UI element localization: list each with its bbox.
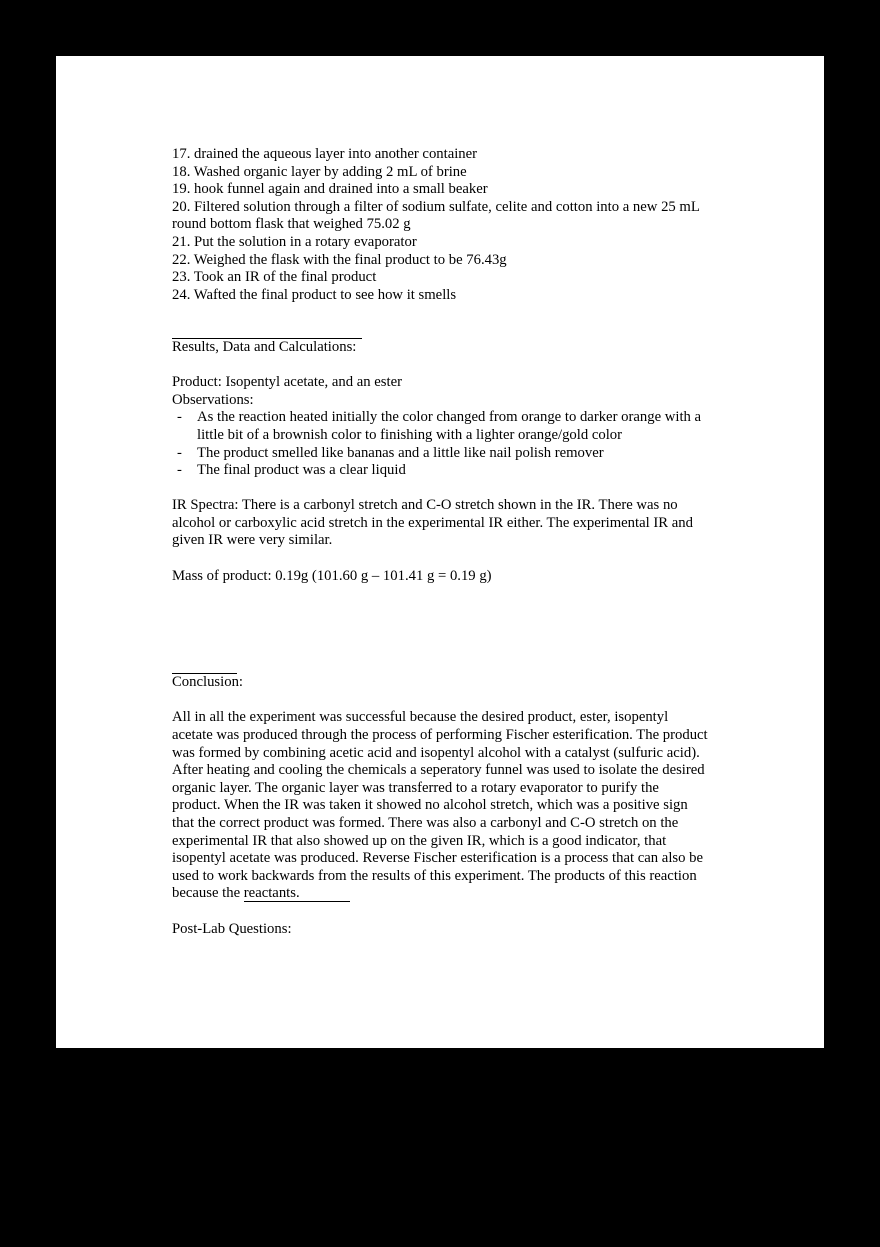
document-content <box>172 146 708 938</box>
bullet-marker: - <box>177 462 182 479</box>
observations-heading: Observations: <box>172 391 254 408</box>
section-divider-line <box>172 322 362 339</box>
conclusion-body-text: All in all the experiment was successful because the desired product, ester, isopentyl acetate was produced through the process of performing Fischer esterification. The product was formed by combining acetic acid and isopentyl alcohol with a catalyst (sulfuric acid). After heating and cooling the chemicals a seperatory funnel was used to isolate the desired organic layer. The organic layer was transferred to a rotary evaporator to purify the product. When the IR was taken it showed no alcohol stretch, which was a positive sign that the correct product was formed. There was also a carbonyl and C-O stretch on the experimental IR that also showed up on the given IR, which is a good indicator, that isopentyl acetate was produced. Reverse Fischer esterification is a process that can also be used to work backwards from the results of this experiment. The products of this reaction because the <box>172 709 708 902</box>
ir-spectra-paragraph: IR Spectra: There is a carbonyl stretch and C-O stretch shown in the IR. There was no alcohol or carboxylic acid stretch in the experimental IR either. The experimental IR and given IR were very similar. <box>172 497 693 549</box>
procedure-step: 23. Took an IR of the final product <box>172 269 377 286</box>
procedure-step: 17. drained the aqueous layer into another container <box>172 146 478 162</box>
procedure-step: 21. Put the solution in a rotary evaporator <box>172 233 417 250</box>
procedure-step: 20. Filtered solution through a filter of sodium sulfate, celite and cotton into a new 25 mL round bottom flask that weighed 75.02 g <box>172 198 700 233</box>
conclusion-underlined-text: reactants. <box>244 885 350 902</box>
observation-text: As the reaction heated initially the color changed from orange to darker orange with a little bit of a brownish color to finishing with a lighter orange/gold color <box>197 409 702 443</box>
mass-of-product-line: Mass of product: 0.19g (101.60 g – 101.41 g = 0.19 g) <box>172 567 492 584</box>
conclusion-paragraph <box>172 709 708 903</box>
procedure-step: 22. Weighed the flask with the final product to be 76.43g <box>172 251 507 268</box>
observations-list <box>172 409 708 479</box>
observation-item <box>172 409 708 444</box>
document-page <box>56 56 824 1048</box>
observation-text: The product smelled like bananas and a little like nail polish remover <box>197 444 604 461</box>
bullet-marker: - <box>177 409 182 426</box>
bullet-marker: - <box>177 444 182 461</box>
conclusion-divider-line <box>172 657 237 674</box>
product-line: Product: Isopentyl acetate, and an ester <box>172 374 403 391</box>
conclusion-heading: Conclusion: <box>172 674 243 691</box>
postlab-heading: Post-Lab Questions: <box>172 920 292 937</box>
observation-item <box>172 445 708 463</box>
procedure-step: 18. Washed organic layer by adding 2 mL of brine <box>172 163 467 180</box>
observation-item <box>172 462 708 480</box>
results-section-heading: Results, Data and Calculations: <box>172 338 357 355</box>
observation-text: The final product was a clear liquid <box>197 462 406 479</box>
procedure-step: 24. Wafted the final product to see how it smells <box>172 286 457 303</box>
procedure-step: 19. hook funnel again and drained into a small beaker <box>172 181 488 198</box>
